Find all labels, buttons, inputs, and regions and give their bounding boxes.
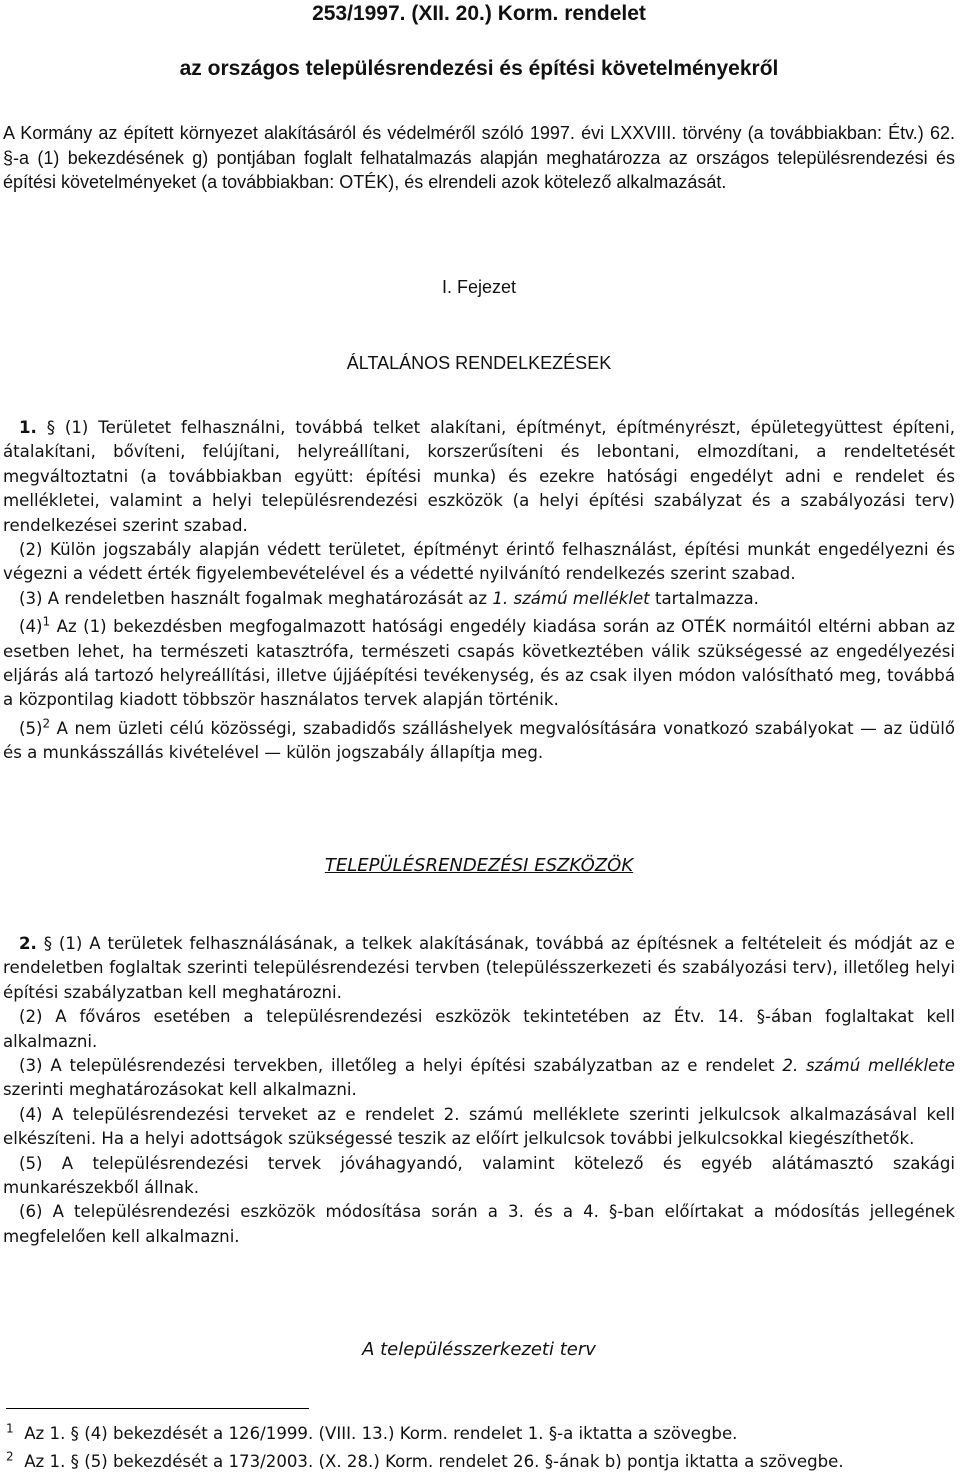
section-number: 1. [19, 418, 37, 437]
chapter-title: ÁLTALÁNOS RENDELKEZÉSEK [346, 353, 612, 373]
footnote-1: $^1$ Az 1. § (4) bekezdését a 126/1999. (VIII. 13.) Korm. rendelet 1. §-a iktatta a szövegbe. [6, 1421, 738, 1443]
section-2 [3, 932, 955, 1249]
section-1 [3, 416, 955, 766]
chapter-number: I. Fejezet [441, 277, 517, 297]
section-1-paragraph-1: 1. § (1) Területet felhasználni, továbbá telket alakítani, építményt, építményrészt, épületegyüttest építeni, átalakítani, bővíteni, felújítani, helyreállítani, korszerűsíteni és lebontani, elmozdítani, a rendeltetését megváltoztatni (a továbbiakban együtt: építési munka) és ezekre hatósági engedélyt adni e rendelet és mellékletei, valamint a helyi településrendezési eszközök (a helyi építési szabályzat és a szabályozási terv) rendelkezései szerint szabad. [3, 418, 955, 535]
section-2-paragraph-2: (2) A főváros esetében a településrendezési eszközök tekintetében az Étv. 14. §-ában foglaltakat kell alkalmazni. [3, 1007, 955, 1051]
annex-reference: 2. számú melléklete [782, 1056, 956, 1076]
section-1-paragraph-4: $(4)^1$ Az (1) bekezdésben megfogalmazott hatósági engedély kiadása során az OTÉK normáitól eltérni abban az esetben lehet, ha természeti katasztrófa, természeti csapás következtében válik szükségessé az engedélyezési eljárás alá tartozó helyreállítási, illetve újjáépítési tevékenység, és az csak ilyen módon valósítható meg, továbbá a központilag kiadott többször használatos tervek alapján történik. [3, 614, 955, 710]
section-2-paragraph-4: (4) A településrendezési terveket az e rendelet 2. számú melléklete szerinti jelkulcsok alkalmazásával kell elkészíteni. Ha a helyi adottságok szükségessé teszik az előírt jelkulcsok további jelkulcsokkal kiegészíthetők. [3, 1104, 955, 1149]
annex-reference: 1. számú melléklet [492, 588, 650, 608]
section-2-paragraph-1: 2. § (1) A területek felhasználásának, a telkek alakításának, továbbá az építésnek a feltételeit és módját az e rendeletben foglaltak szerinti településrendezési tervben (településszerkezeti és szabályozási terv), illetőleg helyi építési szabályzatban kell meghatározni. [3, 934, 955, 1002]
footnote-2: $^2$ Az 1. § (5) bekezdését a 173/2003. (X. 28.) Korm. rendelet 26. §-ának b) pontja iktatta a szövegbe. [6, 1449, 844, 1471]
footnote-ref-1[interactable]: 1 [42, 614, 51, 629]
section-2-paragraph-6: (6) A településrendezési eszközök módosítása során a 3. és a 4. §-ban előírtakat a módosítás jellegének megfelelően kell alkalmazni. [3, 1202, 955, 1246]
document-title: 253/1997. (XII. 20.) Korm. rendelet [312, 2, 646, 25]
footnote-separator [6, 1408, 309, 1409]
preamble: A Kormány az épített környezet alakításáról és védelméről szóló 1997. évi LXXVIII. törvény (a továbbiakban: Étv.) 62. §-a (1) bekezdésének g) pontjában foglalt felhatalmazás alapján meghatározza az országos településrendezési és építési követelményeket (a továbbiakban: OTÉK), és elrendeli azok kötelező alkalmazását. [3, 123, 955, 192]
document-subtitle: az országos településrendezési és építési követelményekről [179, 57, 779, 80]
section-2-paragraph-3: (3) A településrendezési tervekben, illetőleg a helyi építési szabályzatban az e rendelet 2. számú melléklete szerinti meghatározásokat kell alkalmazni. [3, 1056, 956, 1100]
section-1-paragraph-2: (2) Külön jogszabály alapján védett területet, építményt érintő felhasználást, építési munkát engedélyezni és végezni a védett érték figyelembevételével és a védetté nyilvánító rendelkezés szerint szabad. [3, 540, 955, 584]
section-1-paragraph-5: $(5)^2$ A nem üzleti célú közösségi, szabadidős szálláshelyek megvalósítására vonatkozó szabályokat — az üdülő és a munkásszállás kivételével — külön jogszabály állapítja meg. [3, 716, 955, 763]
section-2-paragraph-5: (5) A településrendezési tervek jóváhagyandó, valamint kötelező és egyéb alátámasztó szakági munkarészekből állnak. [3, 1153, 955, 1198]
heading-structure-plan: A településszerkezeti terv [362, 1339, 596, 1360]
footnote-ref-2[interactable]: 2 [42, 716, 51, 731]
section-number: 2. [19, 934, 37, 953]
section-1-paragraph-3: (3) A rendeletben használt fogalmak meghatározását az 1. számú melléklet tartalmazza. [19, 588, 759, 608]
heading-planning-tools: TELEPÜLÉSRENDEZÉSI ESZKÖZÖK [324, 855, 634, 876]
